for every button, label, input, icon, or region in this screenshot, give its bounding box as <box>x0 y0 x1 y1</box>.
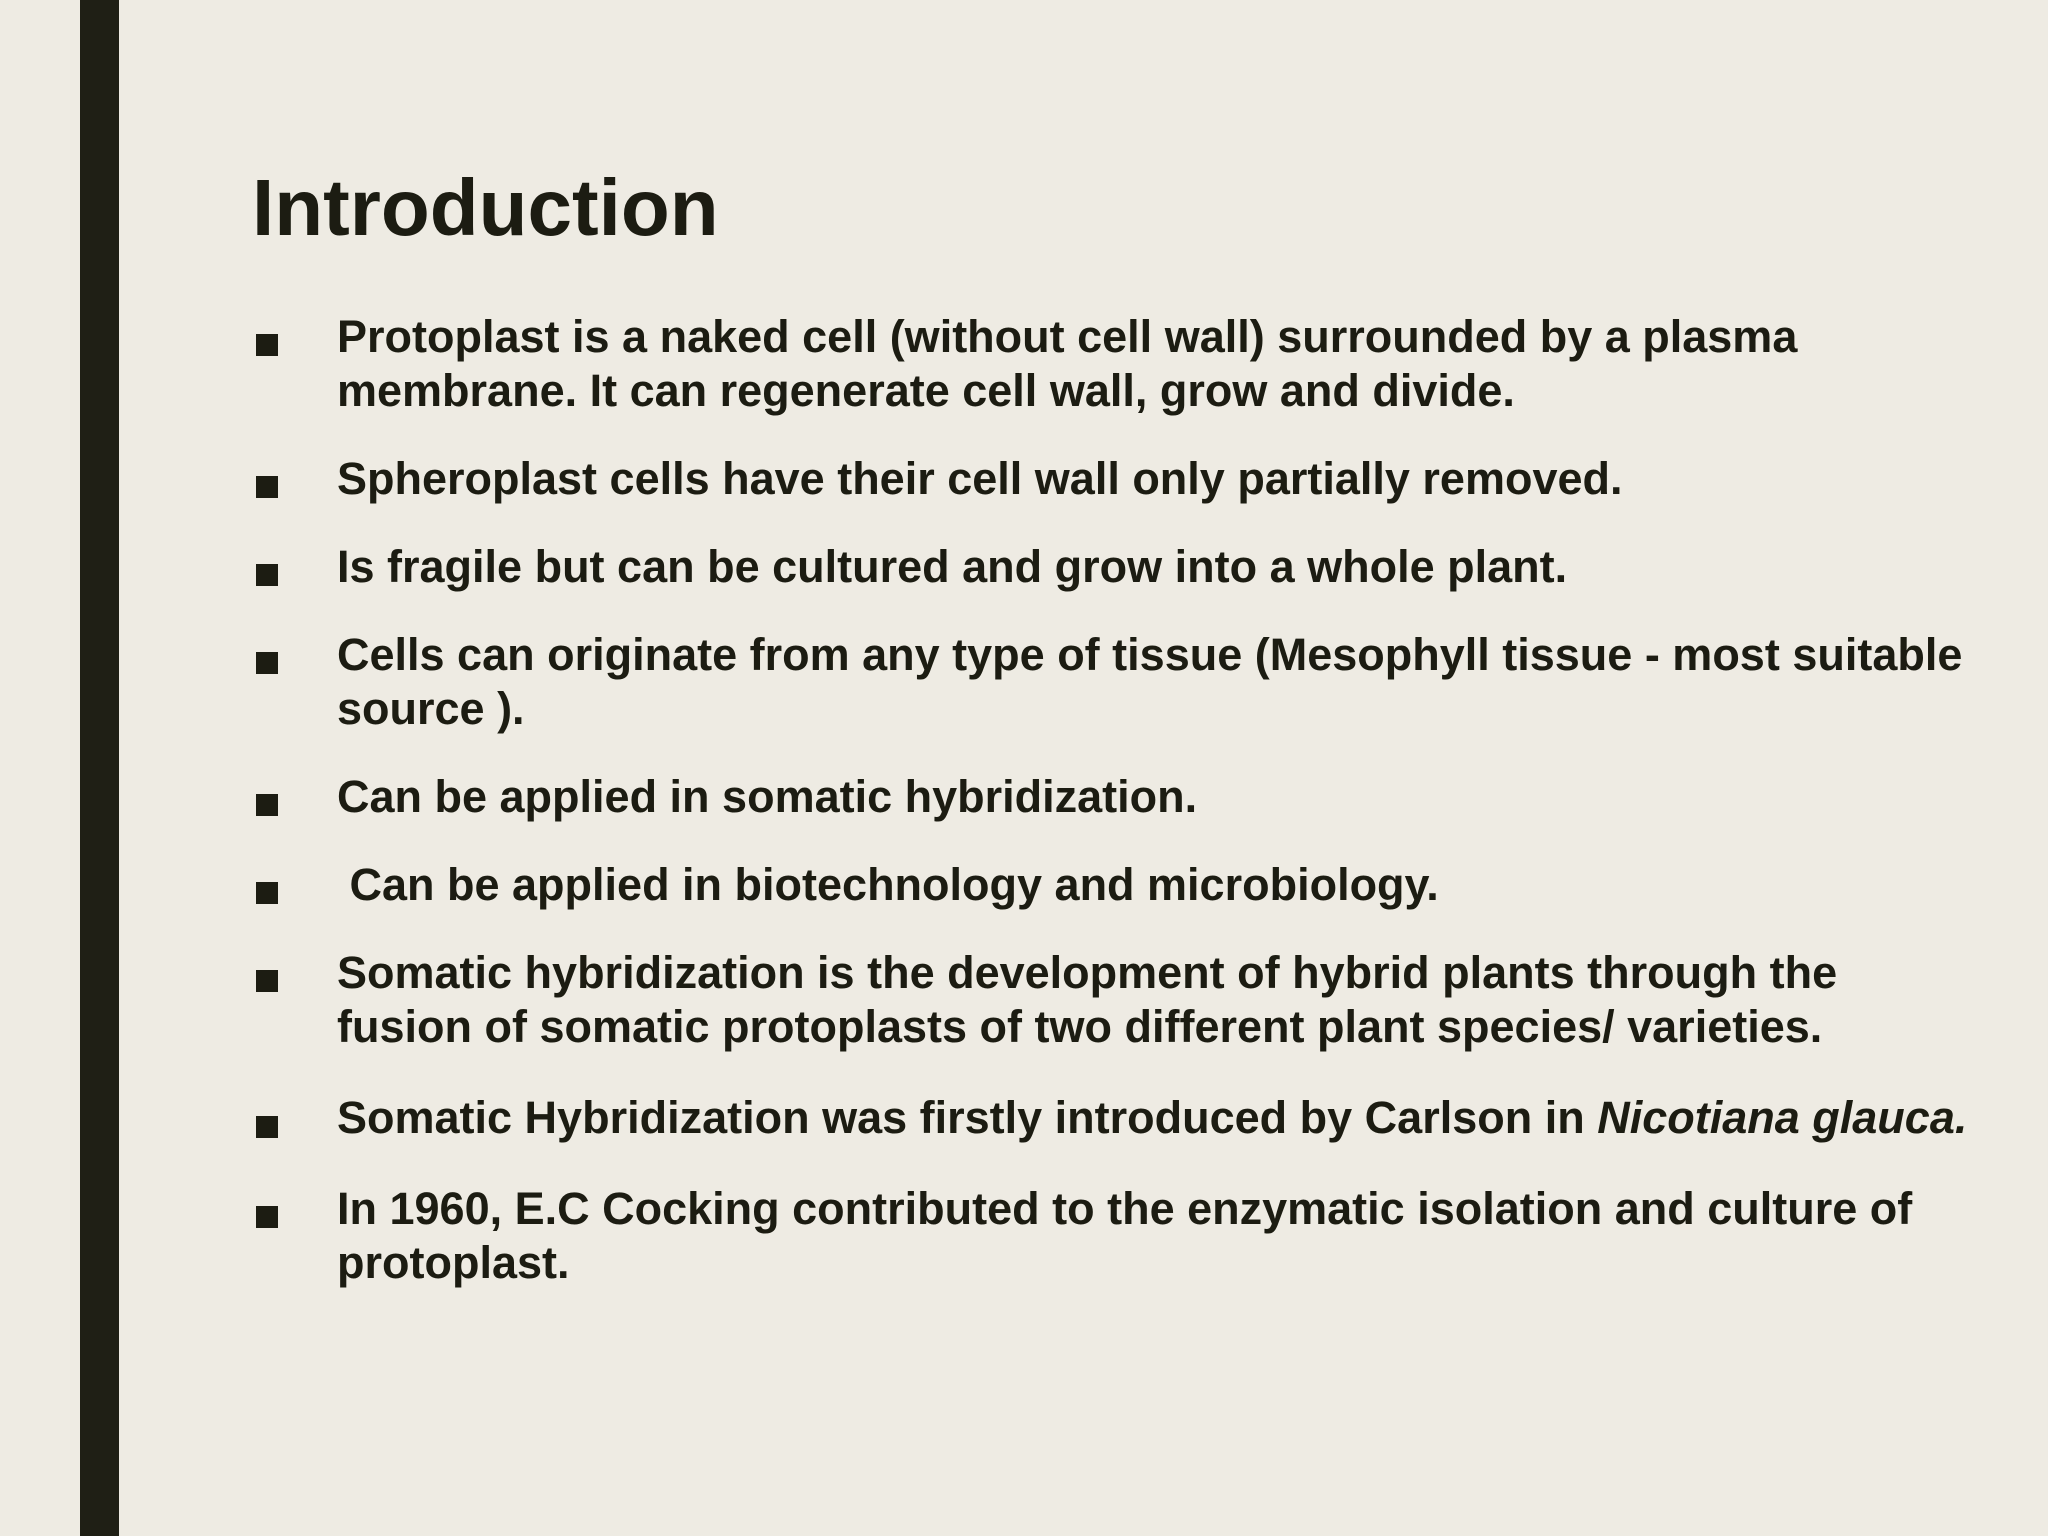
list-item <box>252 770 1972 824</box>
square-bullet-icon <box>256 476 278 498</box>
square-bullet-icon <box>256 334 278 356</box>
bullet-text: Can be applied in somatic hybridization. <box>337 771 1198 822</box>
square-bullet-icon <box>256 794 278 816</box>
square-bullet-icon <box>256 1206 278 1228</box>
square-bullet-icon <box>256 970 278 992</box>
square-bullet-icon <box>256 652 278 674</box>
bullet-text: Somatic hybridization is the development of hybrid plants through the fusion of somatic protoplasts of two different plant species/ varieties. <box>337 947 1838 1052</box>
bullet-text: Is fragile but can be cultured and grow into a whole plant. <box>337 541 1568 592</box>
accent-side-bar <box>80 0 119 1536</box>
slide-title: Introduction <box>252 163 719 252</box>
bullet-list <box>252 310 1972 1324</box>
list-item <box>252 310 1972 418</box>
bullet-text: Protoplast is a naked cell (without cell wall) surrounded by a plasma membrane. It can regenerate cell wall, grow and divide. <box>337 311 1798 416</box>
list-item <box>252 452 1972 506</box>
list-item <box>252 1182 1972 1290</box>
list-item <box>252 858 1972 912</box>
list-item <box>252 1088 1972 1148</box>
bullet-text: In 1960, E.C Cocking contributed to the enzymatic isolation and culture of protoplast. <box>337 1183 1913 1288</box>
bullet-text: Can be applied in biotechnology and microbiology. <box>337 859 1439 910</box>
species-name: Nicotiana glauca. <box>1597 1092 1968 1143</box>
bullet-text: Somatic Hybridization was firstly introduced by Carlson in <box>337 1092 1598 1143</box>
list-item <box>252 540 1972 594</box>
square-bullet-icon <box>256 882 278 904</box>
list-item <box>252 628 1972 736</box>
square-bullet-icon <box>256 1116 278 1138</box>
square-bullet-icon <box>256 564 278 586</box>
bullet-text: Cells can originate from any type of tissue (Mesophyll tissue - most suitable source ). <box>337 629 1963 734</box>
bullet-text: Spheroplast cells have their cell wall only partially removed. <box>337 453 1623 504</box>
list-item <box>252 946 1972 1054</box>
